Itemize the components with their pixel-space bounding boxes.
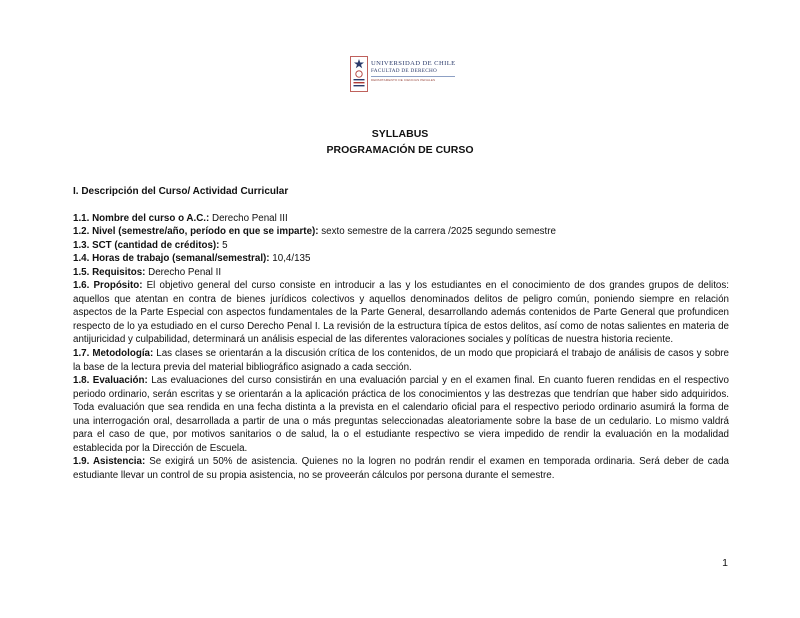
item-course-name: 1.1. Nombre del curso o A.C.: Derecho Penal III bbox=[73, 212, 288, 224]
item-evaluation: 1.8. Evaluación: Las evaluaciones del curso consistirán en una evaluación parcial y en el examen final. En cuanto fueren rendidas en el respectivo periodo ordinario, serán escritas y se orientarán a la aplicación práctica de los conocimientos y las destrezas que tendrían que haber sido adquiridos. Toda evaluación que sea rendida en una fecha distinta a la prevista en el calendario oficial para el respectivo periodo ordinario asumirá la forma de una interrogación oral, desarrollada a partir de una o más preguntas seleccionadas aleatoriamente sobre la base de un cedulario. Lo mismo valdrá para el caso de que, por motivos sanitarios o de salud, la o el estudiante respectivo se viera impedido de rendir la evaluación en la modalidad establecida por la Dirección de Escuela. bbox=[73, 375, 730, 454]
item-credits: 1.3. SCT (cantidad de créditos): 5 bbox=[73, 239, 228, 251]
item-work-hours: 1.4. Horas de trabajo (semanal/semestral): 10,4/135 bbox=[73, 253, 311, 265]
university-logo bbox=[350, 56, 456, 94]
course-description-section bbox=[73, 185, 729, 482]
university-seal-icon bbox=[350, 56, 368, 92]
item-methodology: 1.7. Metodología: Las clases se orientarán a la discusión crítica de los contenidos, de un modo que propiciará el trabajo de análisis de casos y sobre la base de la lectura previa del material bibliográfico asignado a cada sección. bbox=[73, 348, 729, 373]
page-number: 1 bbox=[722, 557, 728, 569]
item-requirements: 1.5. Requisitos: Derecho Penal II bbox=[73, 266, 222, 278]
logo-faculty-name: FACULTAD DE DERECHO bbox=[371, 68, 438, 74]
item-level: 1.2. Nivel (semestre/año, período en que se imparte): sexto semestre de la carrera /2025 segundo semestre bbox=[73, 226, 556, 238]
document-subtitle: PROGRAMACIÓN DE CURSO bbox=[326, 144, 474, 156]
item-attendance: 1.9. Asistencia: Se exigirá un 50% de asistencia. Quienes no la logren no podrán rendir el examen en temporada ordinaria. Será deber de cada estudiante llevar un control de su propia asistencia, no se proveerán cálculos por persona durante el semestre. bbox=[73, 456, 729, 481]
logo-university-name: UNIVERSIDAD DE CHILE bbox=[371, 60, 456, 67]
section-heading: I. Descripción del Curso/ Actividad Curricular bbox=[73, 186, 289, 197]
logo-department-name: DEPARTAMENTO DE CIENCIAS PENALES bbox=[371, 78, 436, 82]
item-purpose: 1.6. Propósito: El objetivo general del curso consiste en introducir a las y los estudiantes en el conocimiento de dos grandes grupos de delitos: aquellos que atentan en contra de bienes jurídicos colectivos y aquellos denominados delitos de peligro común, poniendo siempre en relación aspectos de la Parte Especial con aspectos fundamentales de la Parte General, desarrollando además contenidos de Parte General que profundicen respecto de lo ya estudiado en el curso Derecho Penal I. La revisión de la estructura típica de estos delitos, así como de notas salientes en materia de antijuricidad y culpabilidad, determinará un análisis especial de las diferentes valoraciones sociales y políticas de nuestra historia reciente. bbox=[73, 280, 729, 346]
document-title: SYLLABUS bbox=[371, 128, 429, 140]
